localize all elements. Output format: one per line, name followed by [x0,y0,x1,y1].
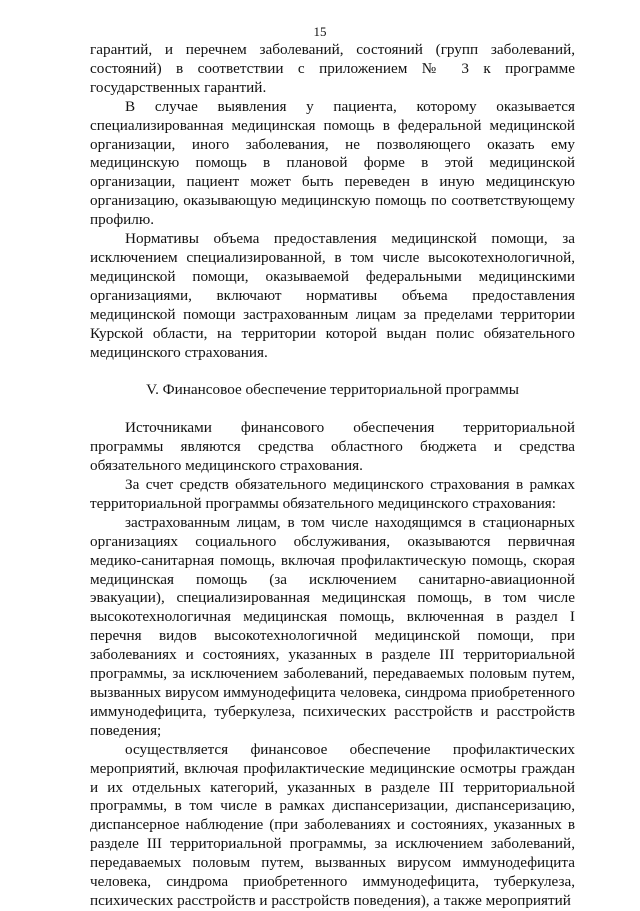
paragraph-preventive-measures: осуществляется финансовое обеспечение профилактических мероприятий, включая профилактические медицинские осмотры граждан и их отдельных категорий, указанных в разделе III территориальной программы, в том числе в рамках диспансеризации, диспансеризацию, диспансерное наблюдение (при заболеваниях и состояниях, указанных в разделе III территориальной программы, за исключением заболеваний, передаваемых половым путем, вызванных вирусом иммунодефицита человека, синдрома приобретенного иммунодефицита, туберкулеза, психических расстройств и расстройств поведения), а также мероприятий [90,740,575,909]
section-heading: V. Финансовое обеспечение территориальной программы [146,381,519,399]
paragraph-patient-transfer: В случае выявления у пациента, которому оказывается специализированная медицинская помощь в федеральной медицинской организации, иного заболевания, не позволяющего оказать ему медицинскую помощь в плановой форме в этой медицинской организации, пациент может быть переведен в иную медицинскую организацию, оказывающую медицинскую помощь по соответствующему профилю. [90,97,575,229]
document-body [90,41,575,911]
paragraph-volume-norms: Нормативы объема предоставления медицинской помощи, за исключением специализированной, в том числе высокотехнологичной, медицинской помощи, оказываемой федеральными медицинскими организациями, включают нормативы объема предоставления медицинской помощи застрахованным лицам за пределами территории Курской области, на территории которой выдан полис обязательного медицинского страхования. [90,230,575,361]
page-number: 15 [313,24,327,39]
paragraph-continuation: гарантий, и перечнем заболеваний, состояний (групп заболеваний, состояний) в соответствии с приложением № 3 к программе государственных гарантий. [90,41,575,96]
paragraph-insured-persons: застрахованным лицам, в том числе находящимся в стационарных организациях социального обслуживания, оказываются первичная медико-санитарная помощь, включая профилактическую помощь, скорая медицинская помощь (за исключением санитарно-авиационной эвакуации), специализированная медицинская помощь, в том числе высокотехнологичная медицинская помощь, включенная в раздел I перечня видов высокотехнологичной медицинской помощи, при заболеваниях и состояниях, указанных в разделе III территориальной программы, за исключением заболеваний, передаваемых половым путем, вызванных вирусом иммунодефицита человека, синдрома приобретенного иммунодефицита, туберкулеза, психических расстройств и расстройств поведения; [90,513,575,739]
paragraph-oms-intro: За счет средств обязательного медицинского страхования в рамках территориальной программы обязательного медицинского страхования: [90,476,575,512]
paragraph-funding-sources: Источниками финансового обеспечения территориальной программы являются средства областного бюджета и средства обязательного медицинского страхования. [90,419,575,475]
